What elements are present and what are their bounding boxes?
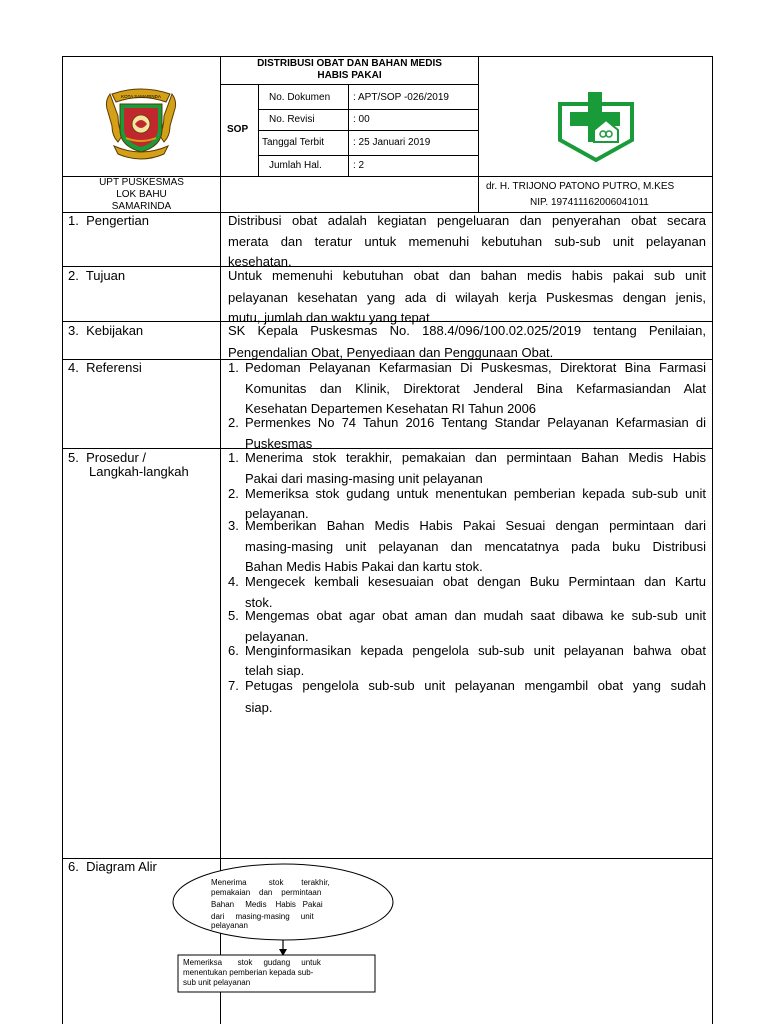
prosedur-1-num: 1.: [228, 450, 239, 465]
referensi-2-line-1: Permenkes No 74 Tahun 2016 Tentang Standar Pelayanan Kefarmasian di: [245, 415, 706, 430]
samarinda-logo: [102, 80, 180, 162]
prosedur-6-line-2: telah siap.: [245, 663, 305, 678]
document-title-line1: DISTRIBUSI OBAT DAN BAHAN MEDIS: [257, 58, 442, 69]
kebijakan-line-2: Pengendalian Obat, Penyediaan dan Penggunaan Obat.: [228, 345, 554, 360]
oval-text-line-4: dari masing-masing unit: [211, 912, 314, 921]
issue-date-value: : 25 Januari 2019: [353, 137, 431, 148]
document-title-line2: HABIS PAKAI: [317, 70, 382, 81]
issue-date-label: Tanggal Terbit: [262, 137, 325, 148]
tujuan-line-3: mutu, jumlah dan waktu yang tepat: [228, 310, 430, 325]
row-line-referensi: [62, 448, 713, 449]
doc-row-line-1: [258, 109, 478, 110]
prosedur-7-line-1: Petugas pengelola sub-sub unit pelayanan mengambil obat yang sudah: [245, 678, 706, 693]
prosedur-5-line-2: pelayanan.: [245, 629, 309, 644]
logo-left-text: KOTA SAMARINDA: [121, 94, 161, 99]
section-referensi-label: 4. Referensi: [68, 360, 142, 375]
oval-text-line-2: pemakaian dan permintaan: [211, 888, 322, 897]
doc-row-line-3: [258, 155, 478, 156]
oval-text-line-5: pelayanan: [211, 921, 248, 930]
page-count-label: Jumlah Hal.: [269, 160, 322, 171]
prosedur-2-line-2: pelayanan.: [245, 506, 309, 521]
doc-number-value: : APT/SOP -026/2019: [353, 92, 449, 103]
prosedur-2-line-1: Memeriksa stok gudang untuk menentukan pemberian kepada sub-sub unit: [245, 486, 706, 501]
header-divider-right: [478, 56, 479, 212]
org-name-line1: UPT PUSKESMAS: [99, 177, 184, 188]
revision-label: No. Revisi: [269, 114, 315, 125]
tujuan-line-2: pelayanan kesehatan yang ada di wilayah kerja Puskesmas dengan jenis,: [228, 290, 706, 305]
signer-nip: NIP. 197411162006041011: [530, 197, 649, 208]
prosedur-7-line-2: siap.: [245, 700, 273, 715]
prosedur-3-line-3: Bahan Medis Habis Pakai dan kartu stok.: [245, 559, 483, 574]
table-border-top: [62, 56, 713, 57]
prosedur-4-line-1: Mengecek kembali kesesuaian obat dengan Buku Permintaan dan Kartu: [245, 574, 706, 589]
prosedur-5-line-1: Mengemas obat agar obat aman dan mudah saat dibawa ke sub-sub unit: [245, 608, 706, 623]
page-count-value: : 2: [353, 160, 365, 171]
referensi-2-line-2: Puskesmas: [245, 436, 313, 451]
row-line-pengertian: [62, 266, 713, 267]
referensi-1-num: 1.: [228, 360, 239, 375]
prosedur-3-line-1: Memberikan Bahan Medis Habis Pakai Sesuai dengan permintaan dari: [245, 518, 706, 533]
prosedur-5-num: 5.: [228, 608, 239, 623]
referensi-1-line-1: Pedoman Pelayanan Kefarmasian Di Puskesmas, Direktorat Bina Farmasi: [245, 360, 706, 375]
section-diagram-label: 6. Diagram Alir: [68, 859, 157, 874]
prosedur-4-line-2: stok.: [245, 595, 273, 610]
section-prosedur-label-1: 5. Prosedur /: [68, 450, 147, 465]
prosedur-1-line-2: Pakai dari masing-masing unit pelayanan: [245, 471, 483, 486]
box-text-line-2: menentukan pemberian kepada sub-: [183, 968, 314, 977]
oval-text-line-1: Menerima stok terakhir,: [211, 878, 330, 887]
table-border-right: [712, 56, 713, 1024]
referensi-1-line-2: Komunitas dan Klinik, Direktorat Jenderal Bina Kefarmasiandan Alat: [245, 381, 706, 396]
doc-number-label: No. Dokumen: [269, 92, 331, 103]
pengertian-line-2: merata dan teratur untuk memenuhi kebutuhan sub-sub unit pelayanan: [228, 234, 706, 249]
referensi-2-num: 2.: [228, 415, 239, 430]
referensi-1-line-3: Kesehatan Departemen Kesehatan RI Tahun 2006: [245, 401, 537, 416]
prosedur-3-line-2: masing-masing unit pelayanan dan mencatatnya pada buku Distribusi: [245, 539, 706, 554]
pengertian-line-1: Distribusi obat adalah kegiatan pengeluaran dan penyerahan obat secara: [228, 213, 706, 228]
row-line-prosedur: [62, 858, 713, 859]
org-name-line2: LOK BAHU: [116, 189, 167, 200]
box-text-line-1: Memeriksa stok gudang untuk: [183, 958, 321, 967]
doc-row-line-2: [258, 130, 478, 131]
prosedur-3-num: 3.: [228, 518, 239, 533]
prosedur-4-num: 4.: [228, 574, 239, 589]
signer-name: dr. H. TRIJONO PATONO PUTRO, M.KES: [486, 181, 675, 192]
box-text-line-3: sub unit pelayanan: [183, 978, 251, 987]
revision-value: : 00: [353, 114, 370, 125]
sop-label: SOP: [227, 124, 249, 135]
org-name-line3: SAMARINDA: [111, 201, 172, 212]
section-prosedur-label-2: Langkah-langkah: [89, 464, 189, 479]
prosedur-6-num: 6.: [228, 643, 239, 658]
prosedur-6-line-1: Menginformasikan kepada pengelola sub-sub unit pelayanan bahwa obat: [245, 643, 706, 658]
prosedur-2-num: 2.: [228, 486, 239, 501]
puskesmas-logo: [556, 90, 636, 162]
section-kebijakan-label: 3. Kebijakan: [68, 323, 144, 338]
prosedur-1-line-1: Menerima stok terakhir, pemakaian dan permintaan Bahan Medis Habis: [245, 450, 706, 465]
pengertian-line-3: kesehatan.: [228, 254, 292, 269]
oval-text-line-3: Bahan Medis Habis Pakai: [211, 900, 323, 909]
kebijakan-line-1: SK Kepala Puskesmas No. 188.4/096/100.02.025/2019 tentang Penilaian,: [228, 323, 706, 338]
section-tujuan-label: 2. Tujuan: [68, 268, 126, 283]
prosedur-7-num: 7.: [228, 678, 239, 693]
section-pengertian-label: 1. Pengertian: [68, 213, 149, 228]
tujuan-line-1: Untuk memenuhi kebutuhan obat dan bahan medis habis pakai sub unit: [228, 268, 706, 283]
